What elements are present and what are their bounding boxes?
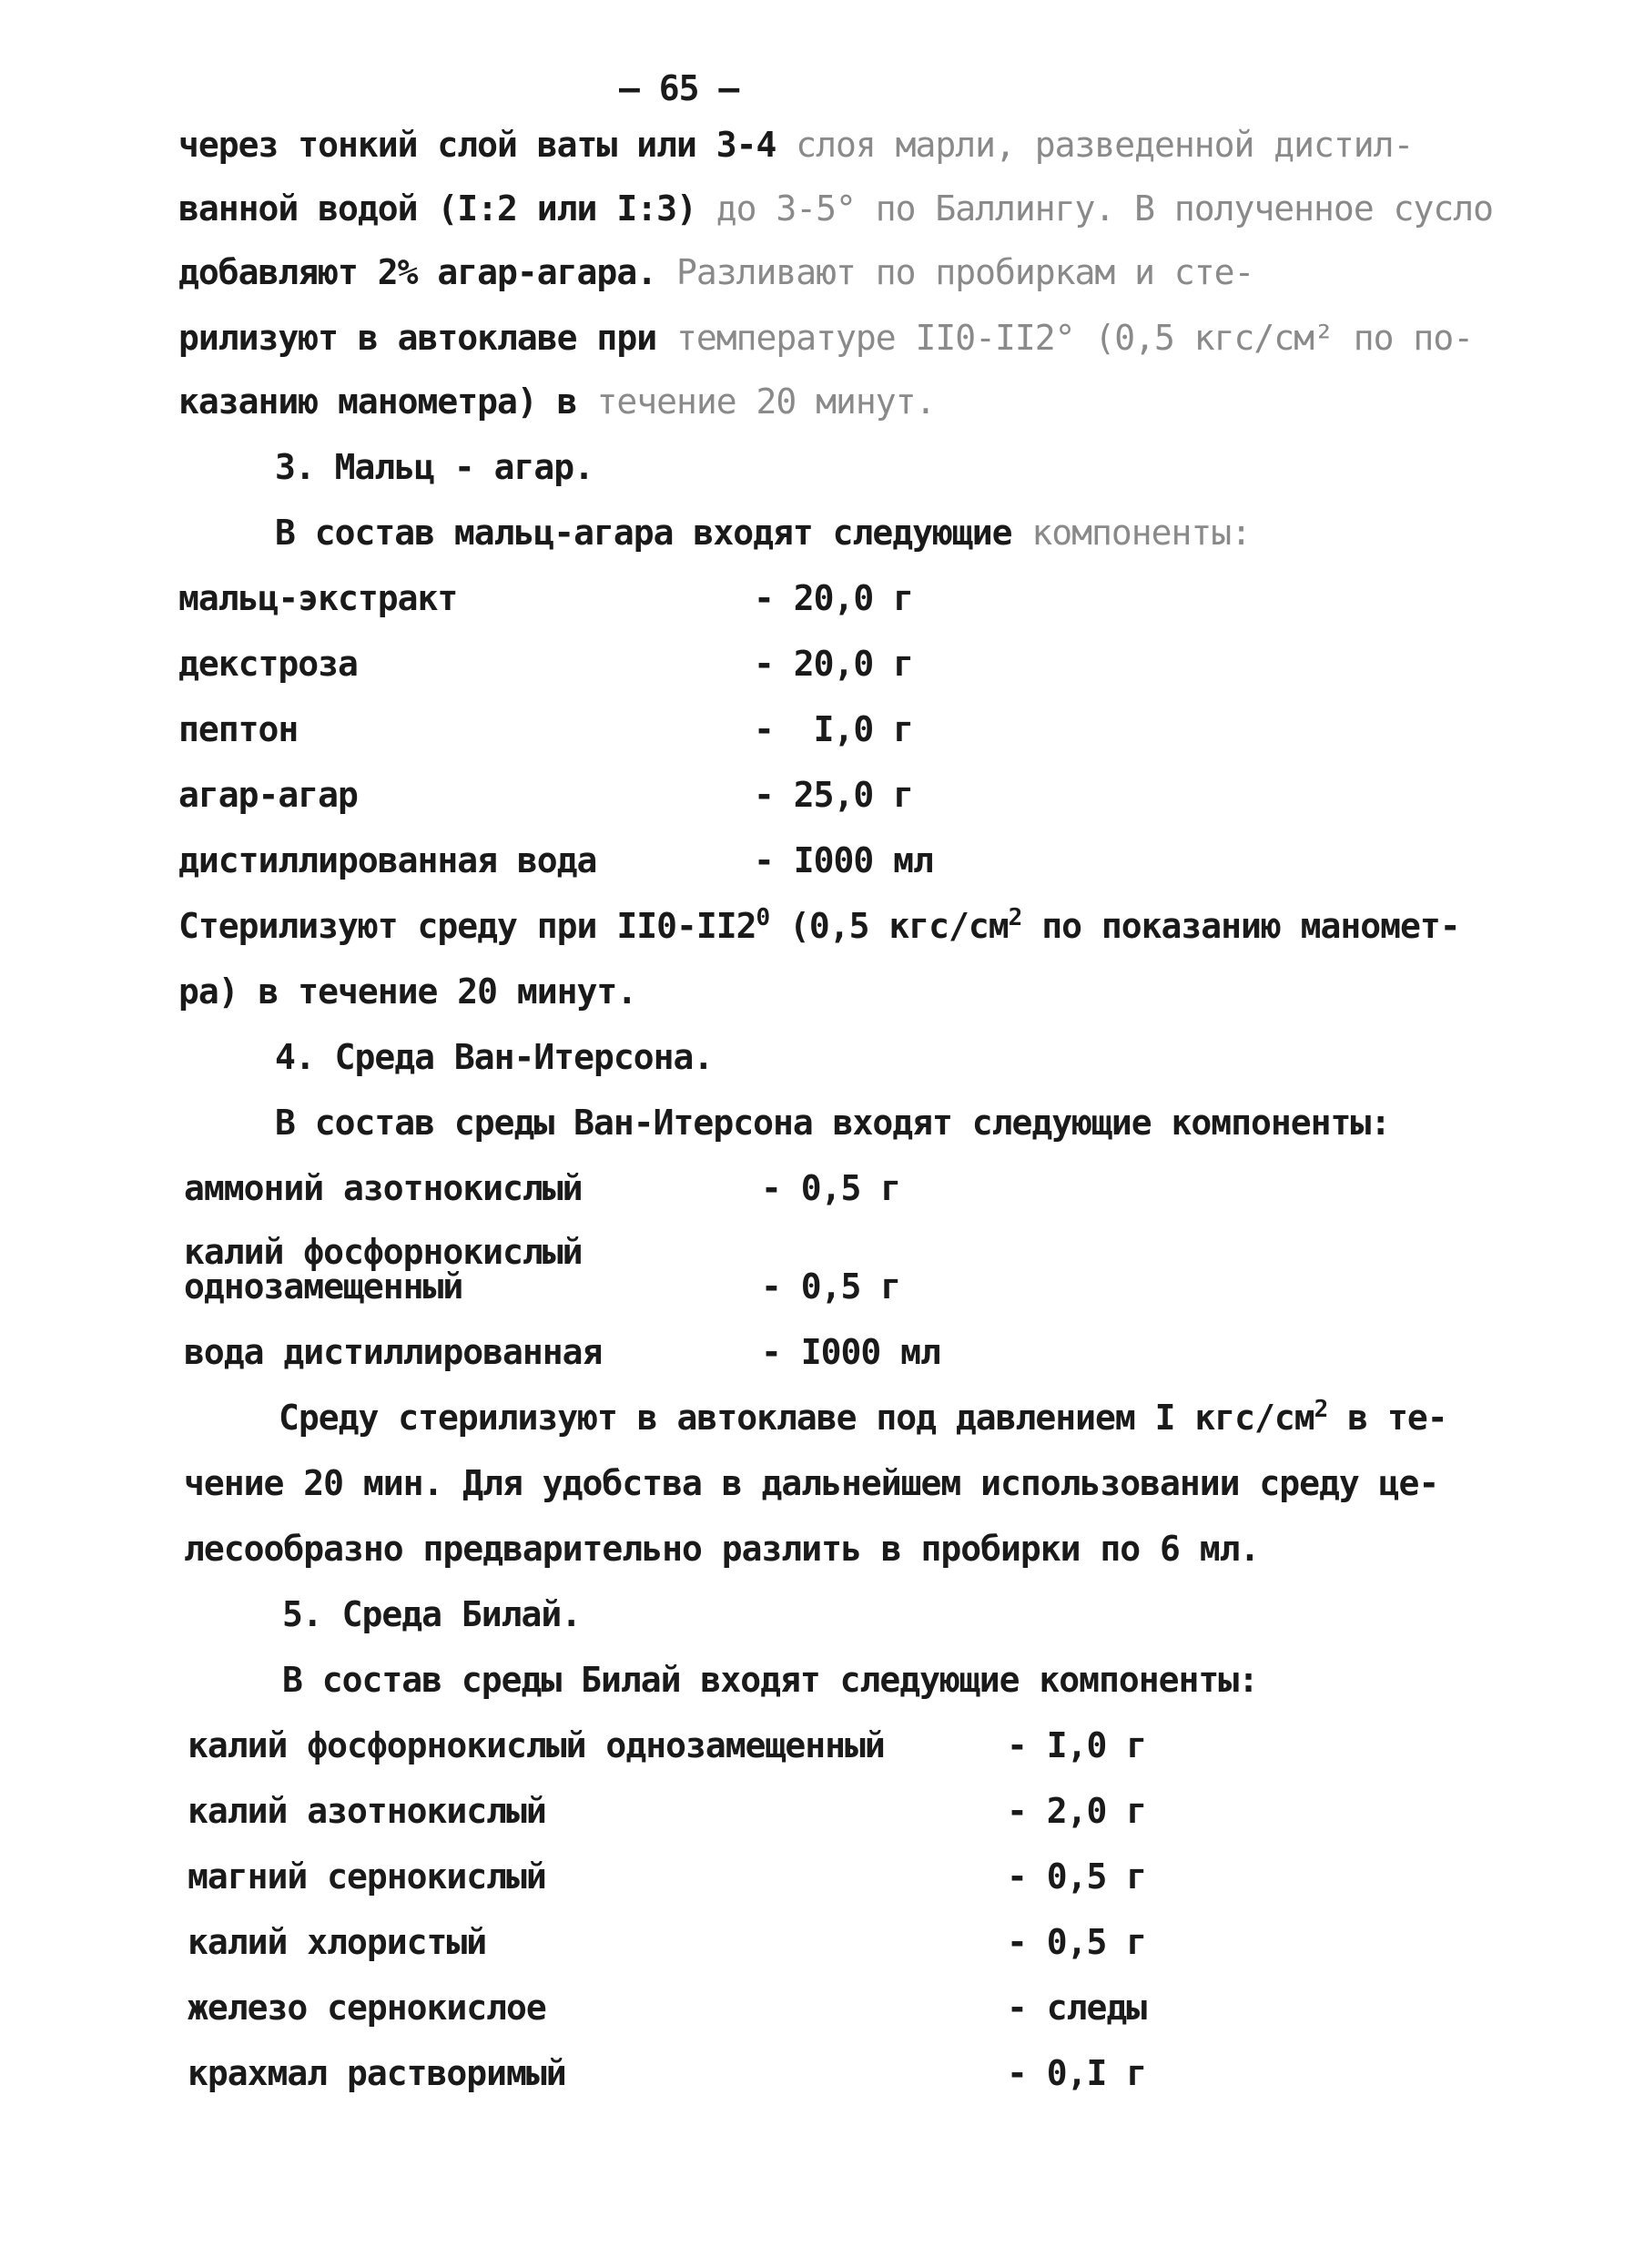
bilai-item-amount: - 2,0 г (1007, 1791, 1147, 1831)
malt-item-amount: - 25,0 г (754, 775, 914, 815)
van-item-name-line-2: однозамещенный (184, 1266, 463, 1307)
malt-item-amount: - I,0 г (754, 709, 914, 749)
intro-line-2-text: ванной водой (I:2 или I:3) (178, 188, 716, 229)
bilai-item-name: магний сернокислый (188, 1856, 546, 1897)
intro-line-4 (178, 318, 1474, 358)
intro-line-2 (178, 188, 1493, 229)
squared-superscript: 2 (1008, 904, 1022, 931)
intro-line-3-faded: Разливают по пробиркам и сте- (675, 252, 1254, 292)
intro-line-2-faded: до 3-5° по Баллингу. В полученное сусло (715, 188, 1493, 229)
section-3-intro-text: В состав мальц-агара входят следующие (275, 513, 1032, 553)
degree-superscript: 0 (756, 904, 770, 931)
malt-steril-text-c: по показанию маномет- (1021, 906, 1460, 946)
bilai-item-name: калий азотнокислый (188, 1791, 546, 1831)
bilai-item-amount: - 0,I г (1007, 2053, 1147, 2093)
van-item-name-line-1: калий фосфорнокислый (184, 1232, 583, 1272)
bilai-item-name: крахмал растворимый (188, 2053, 566, 2093)
bilai-item-amount: - 0,5 г (1007, 1922, 1147, 1962)
bilai-item-name: калий фосфорнокислый однозамещенный (188, 1725, 885, 1765)
intro-line-4-faded: температуре II0-II2° (0,5 кгс/см² по по- (675, 318, 1474, 358)
bilai-item-amount: - следы (1007, 1988, 1147, 2028)
malt-item-amount: - 20,0 г (754, 644, 914, 684)
van-item-amount: - 0,5 г (761, 1168, 901, 1208)
malt-item-name: дистиллированная вода (178, 840, 597, 880)
malt-steril-text-b: (0,5 кгс/см (769, 906, 1009, 946)
intro-line-4-text: рилизуют в автоклаве при (178, 318, 676, 358)
malt-sterilization-line-1 (178, 904, 1460, 946)
van-item-name: вода дистиллированная (184, 1332, 603, 1372)
bilai-item-amount: - 0,5 г (1007, 1856, 1147, 1897)
intro-line-5 (178, 381, 936, 422)
malt-sterilization-line-2: ра) в течение 20 минут. (178, 971, 637, 1012)
bilai-item-amount: - I,0 г (1007, 1725, 1147, 1765)
section-3-intro (275, 513, 1252, 553)
malt-item-name: пептон (178, 709, 299, 749)
bilai-item-name: железо сернокислое (188, 1988, 546, 2028)
page-number: — 65 — (619, 68, 739, 108)
section-3-heading: 3. Мальц - агар. (275, 447, 594, 487)
van-sterilization-line-1 (279, 1396, 1447, 1438)
section-4-intro: В состав среды Ван-Итерсона входят следующие компоненты: (275, 1103, 1391, 1143)
malt-item-name: мальц-экстракт (178, 578, 458, 618)
bilai-item-name: калий хлористый (188, 1922, 487, 1962)
intro-line-5-faded: течение 20 минут. (596, 381, 936, 422)
malt-item-amount: - 20,0 г (754, 578, 914, 618)
van-sterilization-line-3: лесообразно предварительно разлить в пробирки по 6 мл. (184, 1529, 1260, 1569)
intro-line-3 (178, 252, 1254, 292)
van-item-amount: - I000 мл (761, 1332, 940, 1372)
malt-steril-text-a: Стерилизуют среду при II0-II2 (178, 906, 756, 946)
malt-item-name: агар-агар (178, 775, 358, 815)
section-4-heading: 4. Среда Ван-Итерсона. (275, 1037, 714, 1077)
section-5-intro: В состав среды Билай входят следующие компоненты: (282, 1660, 1259, 1700)
section-3-intro-faded: компоненты: (1031, 513, 1252, 553)
intro-line-5-text: казанию манометра) в (178, 381, 597, 422)
van-sterilization-line-2: чение 20 мин. Для удобства в дальнейшем использовании среду це- (184, 1463, 1439, 1503)
squared-superscript: 2 (1314, 1396, 1328, 1423)
van-item-amount: - 0,5 г (761, 1266, 901, 1307)
van-item-name: аммоний азотнокислый (184, 1168, 583, 1208)
van-steril-text-b: в те- (1327, 1398, 1447, 1438)
intro-line-1-text: через тонкий слой ваты или 3-4 (178, 125, 797, 165)
van-steril-text-a: Среду стерилизуют в автоклаве под давлением I кгс/см (279, 1398, 1314, 1438)
intro-line-3-text: добавляют 2% агар-агара. (178, 252, 676, 292)
section-5-heading: 5. Среда Билай. (282, 1594, 582, 1634)
malt-item-amount: - I000 мл (754, 840, 933, 880)
malt-item-name: декстроза (178, 644, 358, 684)
intro-line-1 (178, 125, 1414, 165)
intro-line-1-faded: слоя марли, разведенной дистил- (796, 125, 1414, 165)
